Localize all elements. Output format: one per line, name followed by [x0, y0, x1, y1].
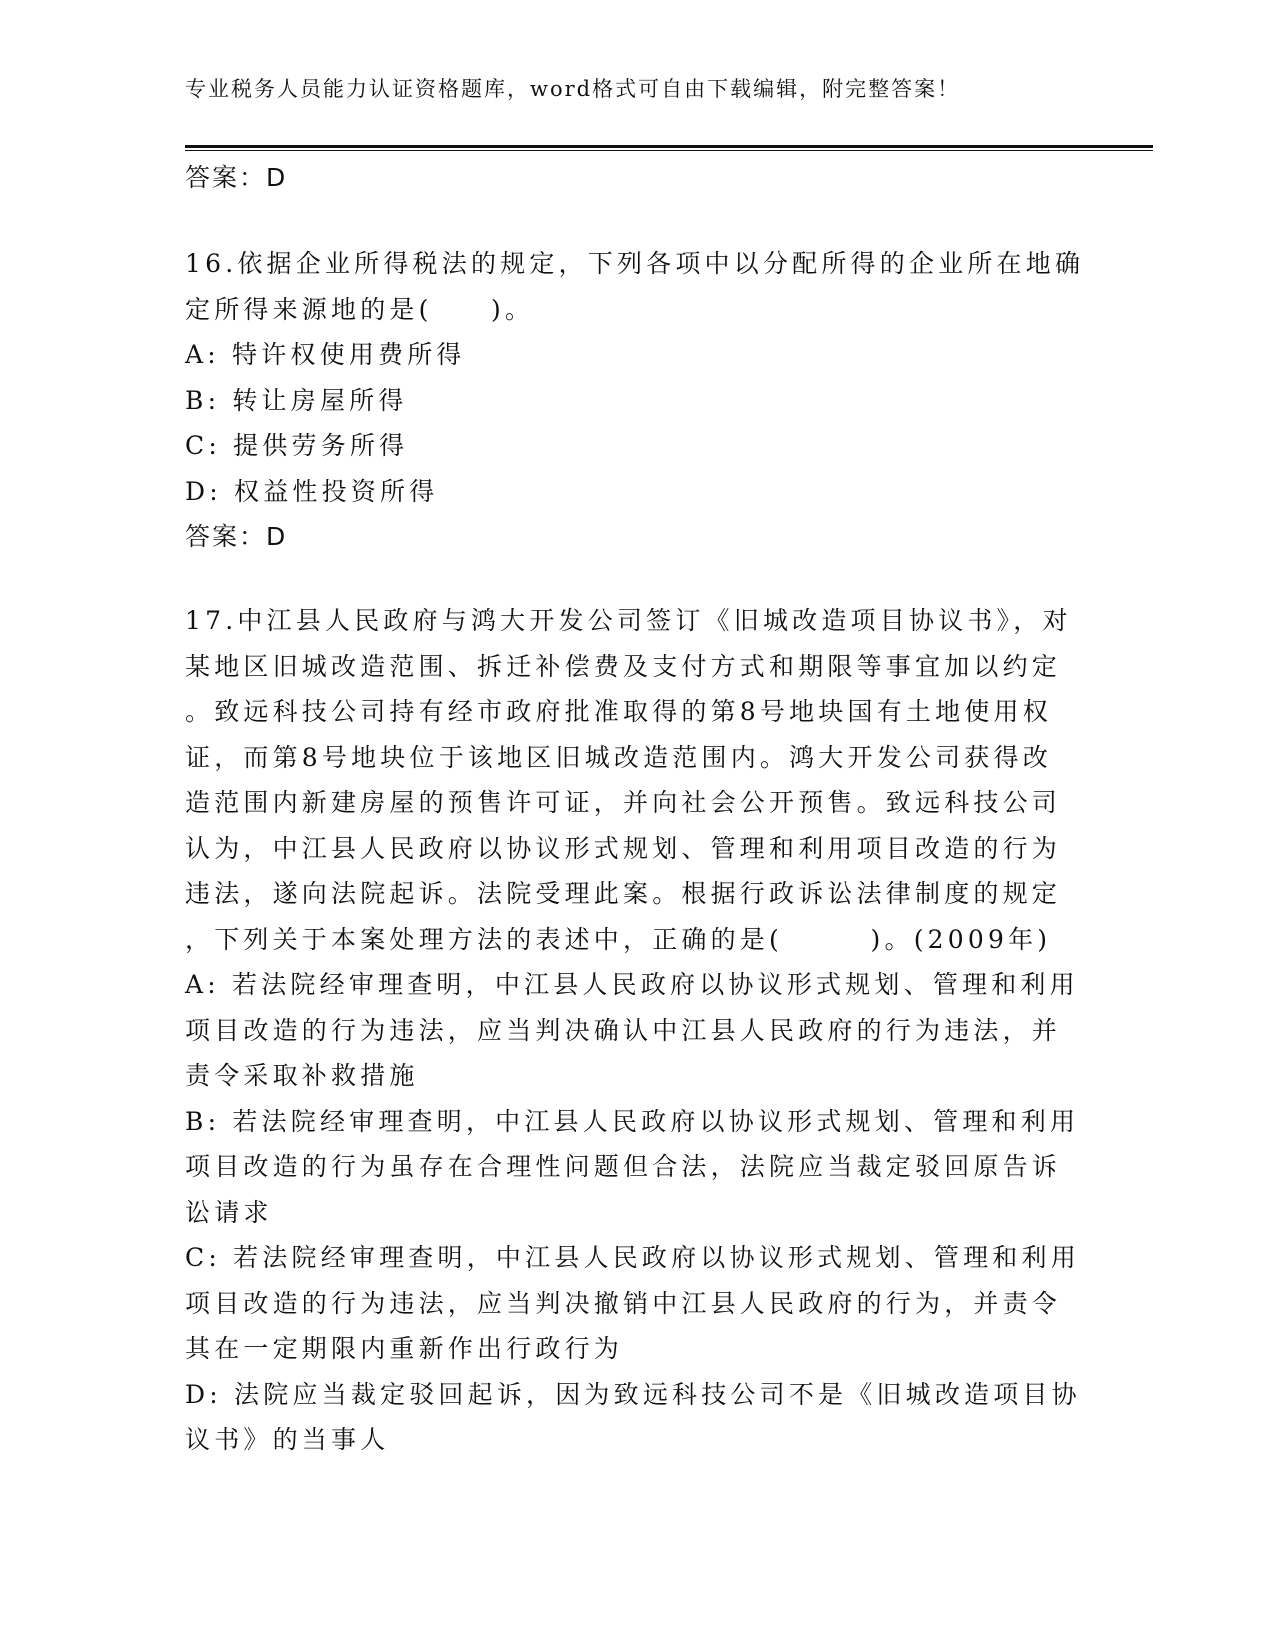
option-c: C: 提供劳务所得: [185, 431, 409, 460]
header-divider-thick: [185, 145, 1153, 148]
question-17: [185, 598, 1085, 1463]
question-stem-line: ，下列关于本案处理方法的表述中，正确的是( )。(2009年): [185, 924, 1052, 954]
option-b: B: 转让房屋所得: [185, 385, 408, 415]
previous-answer: 答案：D: [185, 163, 288, 192]
option-line: 项目改造的行为违法，应当判决确认中江县人民政府的行为违法，并: [185, 1015, 1062, 1045]
option-line: 项目改造的行为虽存在合理性问题但合法，法院应当裁定驳回原告诉: [185, 1152, 1062, 1181]
question-answer: 答案：D: [185, 522, 288, 551]
page-header: 专业税务人员能力认证资格题库，word格式可自由下载编辑，附完整答案！: [185, 77, 961, 101]
question-stem-line: 违法，遂向法院起诉。法院受理此案。根据行政诉讼法律制度的规定: [185, 879, 1062, 908]
option-line: 责令采取补救措施: [185, 1061, 419, 1090]
question-stem-line: 定所得来源地的是( )。: [185, 294, 535, 324]
option-c: [185, 1235, 1085, 1372]
option-b: [185, 1099, 1085, 1236]
option-d: [185, 1372, 1085, 1463]
spacer: [185, 560, 1085, 598]
option-line: 讼请求: [185, 1197, 273, 1227]
question-stem-line: 证，而第8号地块位于该地区旧城改造范围内。鸿大开发公司获得改: [185, 742, 1052, 772]
option-a: [185, 962, 1085, 1099]
spacer: [185, 201, 1085, 241]
question-stem-line: 。致远科技公司持有经市政府批准取得的第8号地块国有土地使用权: [185, 697, 1052, 726]
option-line: 其在一定期限内重新作出行政行为: [185, 1334, 624, 1363]
option-line: A: 若法院经审理查明，中江县人民政府以协议形式规划、管理和利用: [185, 970, 1079, 999]
option-line: D: 法院应当裁定驳回起诉，因为致远科技公司不是《旧城改造项目协: [185, 1379, 1081, 1409]
question-stem-line: 16.依据企业所得税法的规定，下列各项中以分配所得的企业所在地确: [185, 249, 1085, 278]
option-line: 项目改造的行为违法，应当判决撤销中江县人民政府的行为，并责令: [185, 1288, 1062, 1318]
option-line: 议书》的当事人: [185, 1425, 390, 1454]
option-d: D: 权益性投资所得: [185, 476, 439, 506]
option-line: B: 若法院经审理查明，中江县人民政府以协议形式规划、管理和利用: [185, 1106, 1080, 1136]
option-a: A: 特许权使用费所得: [185, 340, 466, 369]
header-divider-thin: [185, 150, 1153, 151]
question-stem-line: 17.中江县人民政府与鸿大开发公司签订《旧城改造项目协议书》，对: [185, 606, 1072, 635]
question-16: [185, 241, 1085, 560]
question-stem-line: 认为，中江县人民政府以协议形式规划、管理和利用项目改造的行为: [185, 833, 1062, 863]
option-line: C: 若法院经审理查明，中江县人民政府以协议形式规划、管理和利用: [185, 1243, 1080, 1272]
question-stem-line: 某地区旧城改造范围、拆迁补偿费及支付方式和期限等事宜加以约定: [185, 651, 1062, 681]
question-content: [185, 155, 1085, 1463]
question-stem-line: 造范围内新建房屋的预售许可证，并向社会公开预售。致远科技公司: [185, 788, 1062, 817]
